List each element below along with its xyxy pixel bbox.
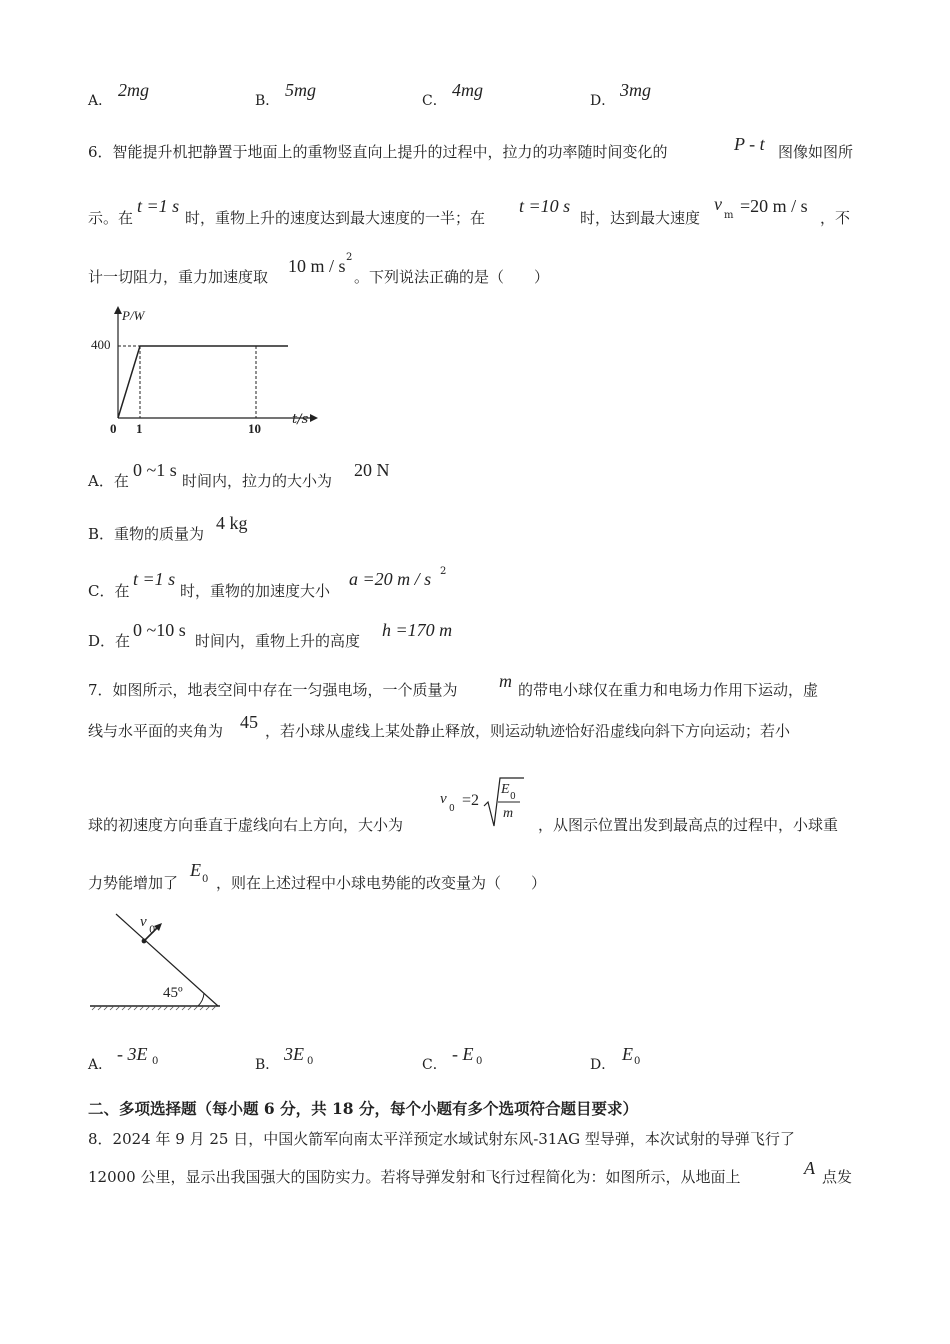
- q7-option-d-letter: D．: [590, 1057, 616, 1073]
- q6-t1-math: t =1 s: [137, 196, 180, 216]
- q7-option-c-sub: 0: [476, 1056, 483, 1067]
- q7-option-c-value: - E: [452, 1044, 474, 1064]
- q7-option-b-sub: 0: [307, 1056, 314, 1067]
- q6-graph-power-line: [118, 346, 288, 418]
- q8-line2-a: 12000 公里，显示出我国强大的国防实力。若将导弹发射和飞行过程简化为：如图所示，从地面上: [88, 1168, 741, 1186]
- q6-line2-c: 时，达到最大速度: [580, 209, 701, 227]
- q6-graph-y-arrow: [114, 306, 122, 314]
- q6-option-c-time: t =1 s: [133, 569, 176, 589]
- q7-fig-angle: 45º: [163, 985, 183, 1001]
- q6-option-d-text: 时间内，重物上升的高度: [195, 632, 361, 650]
- q6-option-c-text: 时，重物的加速度大小: [180, 582, 331, 600]
- q8-line2-b: 点发: [822, 1168, 853, 1186]
- q6-graph-origin: 0: [110, 421, 117, 436]
- q5-option-d-value: 3mg: [620, 80, 651, 100]
- q6-option-d-range: 0 ~10 s: [133, 620, 186, 640]
- q7-v0-eq: =2: [462, 792, 480, 809]
- q7-option-a-letter: A．: [88, 1057, 113, 1073]
- q6-line3-tail: 。下列说法正确的是（ ）: [354, 268, 550, 286]
- q8-line1: 8．2024 年 9 月 25 日，中国火箭军向南太平洋预定水域试射东风-31AG 型导弹，本次试射的导弹飞行了: [88, 1130, 795, 1148]
- q6-vm-symbol: v: [714, 194, 722, 214]
- q7-v0-symbol: v: [440, 791, 447, 807]
- q7-option-a-sub: 0: [152, 1056, 159, 1067]
- q7-angle-value: 45: [240, 712, 258, 732]
- q6-option-c-prefix: C．在: [88, 582, 130, 600]
- q5-option-d-letter: D．: [590, 93, 616, 109]
- q7-e0-sub: 0: [202, 874, 209, 885]
- q5-option-a-value: 2mg: [118, 80, 149, 100]
- q6-option-a-prefix: A．在: [88, 472, 129, 490]
- q6-graph-x-tick-10: 10: [248, 421, 261, 436]
- q7-option-d-sub: 0: [634, 1056, 641, 1067]
- q7-frac-num: E: [501, 782, 510, 797]
- q6-option-d-prefix: D．在: [88, 632, 131, 650]
- q5-option-b-value: 5mg: [285, 80, 316, 100]
- q7-incline-figure: [86, 910, 226, 1014]
- section-2-title: 二、多项选择题（每小题 6 分，共 18 分，每个小题有多个选项符合题目要求）: [88, 1099, 638, 1118]
- q6-option-b-value: 4 kg: [216, 513, 248, 533]
- q6-option-a-range: 0 ~1 s: [133, 460, 177, 480]
- q6-t10-math: t =10 s: [519, 196, 571, 216]
- q7-option-d-value: E: [622, 1044, 633, 1064]
- q6-vm-value: =20 m / s: [740, 196, 808, 216]
- q5-option-b-letter: B．: [255, 93, 280, 109]
- q7-option-b-value: 3E: [284, 1044, 304, 1064]
- q6-line1-tail: 图像如图所: [778, 143, 854, 161]
- q6-option-c-sup: 2: [440, 566, 447, 577]
- q6-g-value: 10 m / s: [288, 256, 346, 276]
- q7-angle-arc: [198, 993, 204, 1006]
- q7-fig-v0-sub: 0: [149, 925, 156, 936]
- q7-line2-a: 线与水平面的夹角为: [88, 722, 224, 740]
- q6-option-d-value: h =170 m: [382, 620, 453, 640]
- q7-fig-v0: v: [140, 914, 147, 930]
- q6-vm-sub: m: [724, 210, 734, 221]
- q6-line3-a: 计一切阻力，重力加速度取: [88, 268, 269, 286]
- q7-line3-b: ，从图示位置出发到最高点的过程中，小球重: [538, 816, 839, 834]
- q7-option-b-letter: B．: [255, 1057, 280, 1073]
- q6-option-c-value: a =20 m / s: [349, 569, 432, 589]
- q5-option-a-letter: A．: [88, 93, 113, 109]
- q6-option-b-text: B．重物的质量为: [88, 525, 205, 543]
- q6-pt-math: P - t: [734, 134, 765, 154]
- q6-graph-x-label: t/s: [292, 412, 309, 427]
- q5-option-c-letter: C．: [422, 93, 447, 109]
- q7-e0-symbol: E: [190, 860, 201, 880]
- q7-line2-b: ，若小球从虚线上某处静止释放，则运动轨迹恰好沿虚线向斜下方向运动；若小: [265, 722, 791, 740]
- q8-point-a: A: [804, 1158, 815, 1178]
- q6-line2-a: 示。在: [88, 209, 134, 227]
- q6-graph-y-tick: 400: [91, 337, 111, 352]
- q7-line4-b: ，则在上述过程中小球电势能的改变量为（ ）: [216, 874, 547, 892]
- q5-option-c-value: 4mg: [452, 80, 483, 100]
- q7-mass-symbol: m: [499, 671, 512, 691]
- q6-line1-text: 6．智能提升机把静置于地面上的重物竖直向上提升的过程中，拉力的功率随时间变化的: [88, 143, 668, 161]
- q6-option-a-value: 20 N: [354, 460, 390, 480]
- q7-line4-a: 力势能增加了: [88, 874, 179, 892]
- q6-graph-y-label: P/W: [122, 308, 145, 323]
- q6-graph-x-arrow: [310, 414, 318, 422]
- q7-v0-sub: 0: [449, 804, 455, 814]
- q6-line2-tail: ，不: [820, 209, 851, 227]
- q7-line3-a: 球的初速度方向垂直于虚线向右上方向，大小为: [88, 816, 404, 834]
- q6-option-a-text: 时间内，拉力的大小为: [182, 472, 333, 490]
- q7-frac-den: m: [503, 806, 514, 821]
- q7-option-a-value: - 3E: [117, 1044, 148, 1064]
- q6-graph-x-tick-1: 1: [136, 421, 143, 436]
- q6-line2-b: 时，重物上升的速度达到最大速度的一半；在: [185, 209, 486, 227]
- q7-line1-b: 的带电小球仅在重力和电场力作用下运动，虚: [518, 681, 819, 699]
- q7-option-c-letter: C．: [422, 1057, 447, 1073]
- q6-g-sup: 2: [346, 252, 353, 263]
- q7-frac-num-sub: 0: [510, 792, 516, 802]
- q7-line1-a: 7．如图所示，地表空间中存在一匀强电场，一个质量为: [88, 681, 458, 699]
